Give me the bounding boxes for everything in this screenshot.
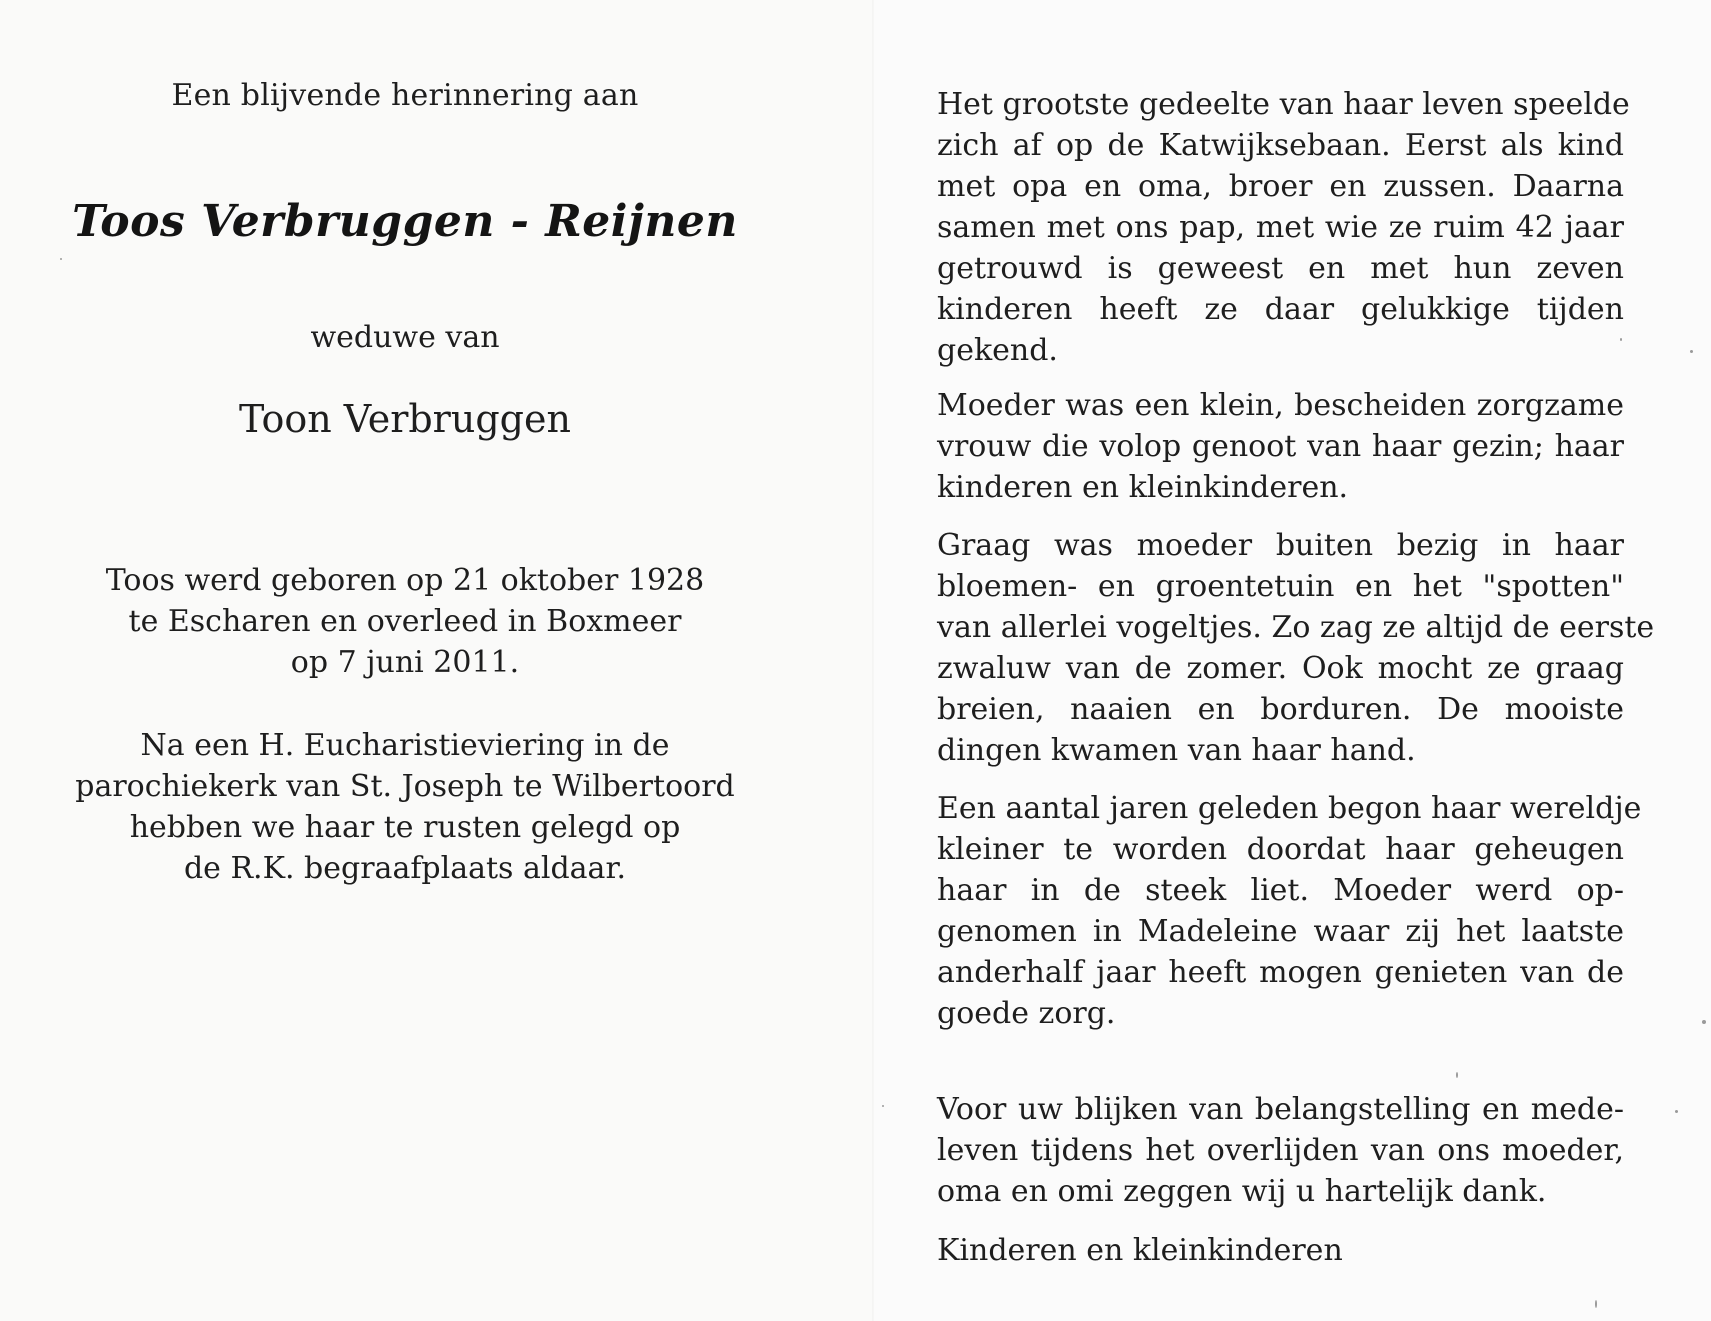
text-line: leven tijdens het overlijden van ons moeder,	[937, 1133, 1624, 1168]
text-line: van allerlei vogeltjes. Zo zag ze altijd de eerste	[937, 610, 1655, 645]
text-line: genomen in Madeleine waar zij het laatste	[937, 914, 1624, 949]
scan-speck	[60, 258, 62, 260]
text-line: gekend.	[937, 333, 1058, 368]
paragraph-later-years	[937, 788, 1642, 1034]
text-line: met opa en oma, broer en zussen. Daarna	[937, 169, 1624, 204]
scan-speck	[1690, 350, 1693, 353]
text-line: kinderen en kleinkinderen.	[937, 470, 1349, 505]
text-line: goede zorg.	[937, 996, 1116, 1031]
intro-text: Een blijvende herinnering aan	[171, 78, 639, 113]
text-line: Een aantal jaren geleden begon haar wereldje	[937, 791, 1642, 826]
paragraph-character	[937, 385, 1624, 508]
service-line: parochiekerk van St. Joseph te Wilbertoord	[75, 769, 735, 804]
text-line: anderhalf jaar heeft mogen genieten van de	[937, 955, 1624, 990]
scan-speck	[882, 1105, 884, 1107]
birth-death-text	[40, 560, 770, 683]
scan-speck	[1456, 1072, 1458, 1078]
widow-label: weduwe van	[310, 320, 500, 355]
birth-line: te Escharen en overleed in Boxmeer	[128, 604, 682, 639]
text-line: Het grootste gedeelte van haar leven speelde	[937, 87, 1630, 122]
text-line: Moeder was een klein, bescheiden zorgzame	[937, 388, 1624, 423]
signature: Kinderen en kleinkinderen	[937, 1233, 1343, 1268]
text-line: kinderen heeft ze daar gelukkige tijden	[937, 292, 1624, 327]
birth-line: Toos werd geboren op 21 oktober 1928	[105, 563, 705, 598]
text-line: oma en omi zeggen wij u hartelijk dank.	[937, 1174, 1547, 1209]
birth-line: op 7 juni 2011.	[290, 645, 520, 680]
text-line: Graag was moeder buiten bezig in haar	[937, 528, 1624, 563]
text-line: vrouw die volop genoot van haar gezin; haar	[937, 429, 1624, 464]
scan-speck	[1595, 1300, 1597, 1308]
paragraph-thanks	[937, 1089, 1624, 1212]
paragraph-life-story	[937, 84, 1630, 371]
text-line: zich af op de Katwijksebaan. Eerst als kind	[937, 128, 1624, 163]
scan-speck	[1702, 1020, 1706, 1024]
funeral-service-text	[40, 725, 770, 889]
service-line: hebben we haar te rusten gelegd op	[129, 810, 681, 845]
deceased-name: Toos Verbruggen - Reijnen	[72, 196, 738, 247]
text-line: bloemen- en groentetuin en het "spotten"	[937, 569, 1624, 604]
service-line: de R.K. begraafplaats aldaar.	[183, 851, 627, 886]
text-line: breien, naaien en borduren. De mooiste	[937, 692, 1624, 727]
text-line: haar in de steek liet. Moeder werd op-	[937, 873, 1624, 908]
card-fold	[872, 0, 874, 1321]
text-line: Voor uw blijken van belangstelling en mede-	[937, 1092, 1624, 1127]
text-line: getrouwd is geweest en met hun zeven	[937, 251, 1624, 286]
text-line: samen met ons pap, met wie ze ruim 42 jaar	[937, 210, 1624, 245]
paragraph-hobbies	[937, 525, 1655, 771]
text-line: dingen kwamen van haar hand.	[937, 733, 1416, 768]
text-line: kleiner te worden doordat haar geheugen	[937, 832, 1624, 867]
spouse-name: Toon Verbruggen	[239, 397, 571, 441]
scan-speck	[1620, 338, 1622, 341]
service-line: Na een H. Eucharistieviering in de	[140, 728, 670, 763]
scan-speck	[1675, 1110, 1678, 1113]
text-line: zwaluw van de zomer. Ook mocht ze graag	[937, 651, 1624, 686]
